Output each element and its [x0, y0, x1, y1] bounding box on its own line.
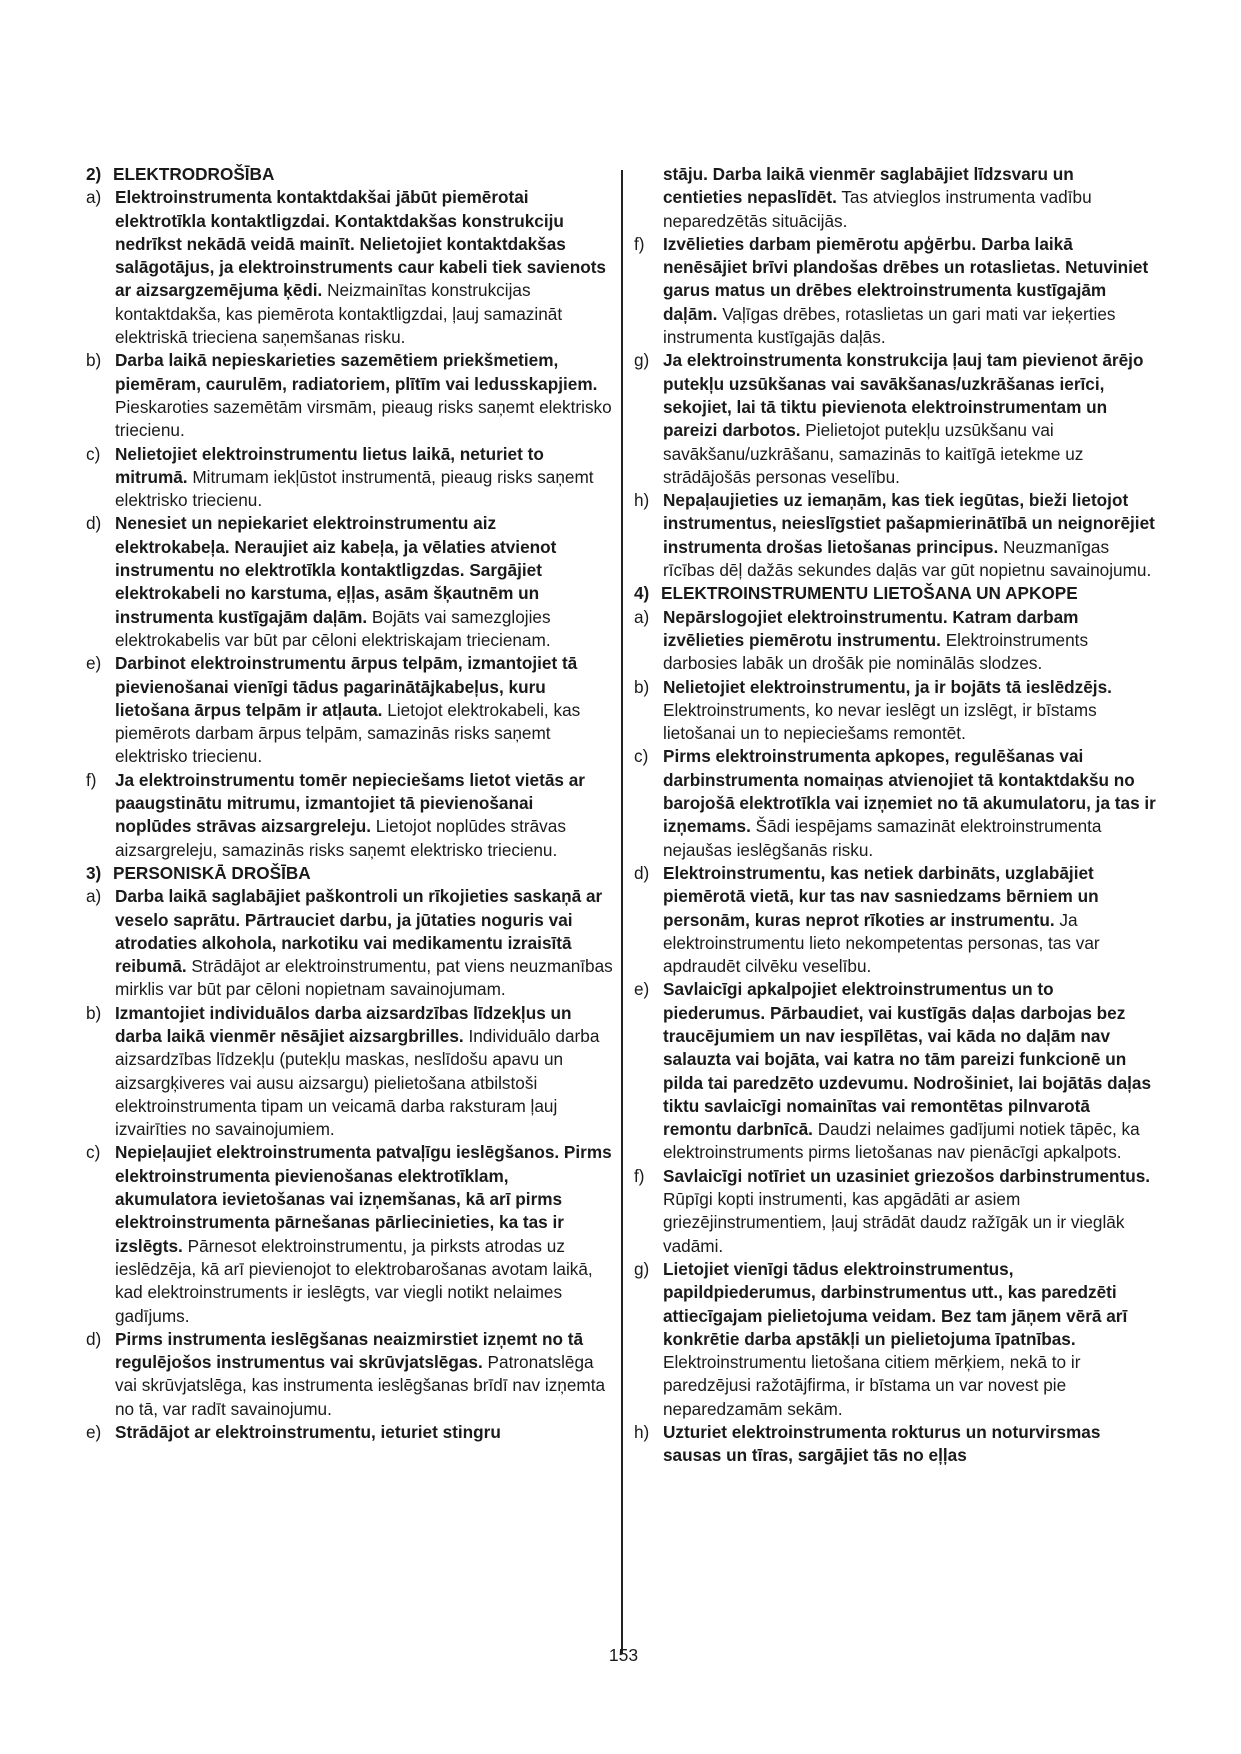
right-column: [634, 163, 1156, 1468]
list-item: g) Ja elektroinstrumenta konstrukcija ļauj tam pievienot ārējo putekļu uzsūkšanas vai savākšanas/uzkrāšanas ierīci, sekojiet, lai tā tiktu pievienota elektroinstrumentam un pareizi darbotos. Pielietojot putekļu uzsūkšanu vai savākšanu/uzkrāšanu, samazinās to kaitīgā ietekme uz strādājošās personas veselību.: [634, 350, 1144, 487]
list-item: a) Nepārslogojiet elektroinstrumentu. Katram darbam izvēlieties piemērotu instrumentu. Elektroinstruments darbosies labāk un drošāk pie nominālās slodzes.: [634, 606, 1089, 674]
list-item: e) Strādājot ar elektroinstrumentu, ieturiet stingru: [86, 1422, 501, 1443]
list-item: c) Nepieļaujiet elektroinstrumenta patvaļīgu ieslēgšanos. Pirms elektroinstrumenta pievienošanas elektrotīklam, akumulatora ievietošanas vai izņemšanas, kā arī pirms elektroinstrumenta pārnešanas pārliecinieties, ka tas ir izslēgts. Pārnesot elektroinstrumentu, ja pirksts atrodas uz ieslēdzēja, kā arī pievienojot to elektrobarošanas avotam laikā, kad elektroinstruments ir ieslēgts, var viegli notikt nelaimes gadījums.: [86, 1142, 612, 1326]
list-item: f) Izvēlieties darbam piemērotu apģērbu. Darba laikā nenēsājiet brīvi plandošas drēbes un rotaslietas. Netuviniet garus matus un drēbes elektroinstrumenta kustīgajām daļām. Vaļīgas drēbes, rotaslietas un gari mati var ieķerties instrumenta kustīgajās daļās.: [634, 233, 1149, 348]
list-item: d) Pirms instrumenta ieslēgšanas neaizmirstiet izņemt no tā regulējošos instrumentus vai skrūvjatslēgas. Patronatslēga vai skrūvjatslēga, kas instrumenta ieslēgšanas brīdī nav izņemta no tā, var radīt savainojumu.: [86, 1328, 606, 1419]
list-item: h) Nepaļaujieties uz iemaņām, kas tiek iegūtas, bieži lietojot instrumentus, neieslīgstiet pašapmierinātībā un neignorējiet instrumenta drošas lietošanas principus. Neuzmanīgas rīcības dēļ dažās sekundes daļās var gūt nopietnu savainojumu.: [634, 490, 1155, 581]
list-item: g) Lietojiet vienīgi tādus elektroinstrumentus, papildpiederumus, darbinstrumentus utt., kas paredzēti attiecīgajam pielietojuma veidam. Bez tam jāņem vērā arī konkrētie darba apstākļi un pielietojuma īpatnības. Elektroinstrumentu lietošana citiem mērķiem, nekā to ir paredzējusi ražotājfirma, ir bīstama un var novest pie neparedzamām sekām.: [634, 1258, 1128, 1419]
list-item: e) Darbinot elektroinstrumentu ārpus telpām, izmantojiet tā pievienošanai vienīgi tādus pagarinātājkabeļus, kuru lietošana ārpus telpām ir atļauta. Lietojot elektrokabeli, kas piemērots darbam ārpus telpām, samazinās risks saņemt elektrisko triecienu.: [86, 653, 581, 767]
page-number: 153: [608, 1645, 639, 1665]
list-item: c) Pirms elektroinstrumenta apkopes, regulēšanas vai darbinstrumenta nomaiņas atvienojiet tā kontaktdakšu no barojošā elektrotīkla vai izņemiet no tā akumulatoru, ja tas ir izņemams. Šādi iespējams samazināt elektroinstrumenta nejaušas ieslēgšanās risku.: [634, 746, 1156, 860]
section-heading-electrical-safety: 2) ELEKTRODROŠĪBA: [86, 164, 275, 184]
list-item: f) Savlaicīgi notīriet un uzasiniet griezošos darbinstrumentus. Rūpīgi kopti instrumenti, kas apgādāti ar asiem griezējinstrumentiem, ļauj strādāt daudz ražīgāk un ir vieglāk vadāmi.: [634, 1165, 1151, 1256]
left-column: [86, 163, 614, 1444]
section-heading-tool-use-and-care: 4) ELEKTROINSTRUMENTU LIETOŠANA UN APKOPE: [634, 583, 1078, 604]
list-item: h) Uzturiet elektroinstrumenta rokturus un noturvirsmas sausas un tīras, sargājiet tās no eļļas: [634, 1422, 1101, 1466]
list-item: e) Savlaicīgi apkalpojiet elektroinstrumentus un to piederumus. Pārbaudiet, vai kustīgās daļas darbojas bez traucējumiem un nav iespīlētas, vai kāda no daļām nav salauzta vai bojāta, vai katra no tām pareizi funkcionē un pilda tai paredzēto uzdevumu. Nodrošiniet, lai bojātās daļas tiktu savlaicīgi nomainītas vai remontētas pilnvarotā remontu darbnīcā. Daudzi nelaimes gadījumi notiek tāpēc, ka elektroinstruments pirms lietošanas nav pienācīgi apkalpots.: [634, 979, 1152, 1163]
list-item: a) Elektroinstrumenta kontaktdakšai jābūt piemērotai elektrotīkla kontaktligzdai. Kontaktdakšas konstrukciju nedrīkst nekādā veidā mainīt. Nelietojiet kontaktdakšas salāgotājus, ja elektroinstruments caur kabeli tiek savienots ar aizsargzemējuma ķēdi. Neizmainītas konstrukcijas kontaktdakša, kas piemērota kontaktligzdai, ļauj samazināt elektriskā trieciena saņemšanas risku.: [86, 187, 606, 348]
list-item: d) Nenesiet un nepiekariet elektroinstrumentu aiz elektrokabeļa. Neraujiet aiz kabeļa, ja vēlaties atvienot instrumentu no elektrotīkla kontaktligzdas. Sargājiet elektrokabeli no karstuma, eļļas, asām šķautnēm un instrumenta kustīgajām daļām. Bojāts vai samezglojies elektrokabelis var būt par cēloni elektriskajam triecienam.: [86, 513, 557, 650]
list-item: a) Darba laikā saglabājiet paškontroli un rīkojieties saskaņā ar veselo saprātu. Pārtrauciet darbu, ja jūtaties noguris vai atrodaties alkohola, narkotiku vai medikamentu izraisītā reibumā. Strādājot ar elektroinstrumentu, pat viens neuzmanības mirklis var būt par cēloni nopietnam savainojumam.: [86, 886, 613, 1000]
list-item: b) Izmantojiet individuālos darba aizsardzības līdzekļus un darba laikā vienmēr nēsājiet aizsargbrilles. Individuālo darba aizsardzības līdzekļu (putekļu maskas, neslīdošu apavu un aizsargķiveres vai ausu aizsargu) pielietošana atbilstoši elektroinstrumenta tipam un veicamā darba raksturam ļauj izvairīties no savainojumiem.: [86, 1002, 600, 1140]
list-item: b) Nelietojiet elektroinstrumentu, ja ir bojāts tā ieslēdzējs. Elektroinstruments, ko nevar ieslēgt un izslēgt, ir bīstams lietošanai un to nepieciešams remontēt.: [634, 676, 1112, 744]
list-item: c) Nelietojiet elektroinstrumentu lietus laikā, neturiet to mitrumā. Mitrumam iekļūstot instrumentā, pieaug risks saņemt elektrisko triecienu.: [86, 443, 594, 511]
list-item: f) Ja elektroinstrumentu tomēr nepieciešams lietot vietās ar paaugstinātu mitrumu, izmantojiet tā pievienošanai noplūdes strāvas aizsargreleju. Lietojot noplūdes strāvas aizsargreleju, samazinās risks saņemt elektrisko triecienu.: [86, 769, 585, 860]
list-item: b) Darba laikā nepieskarieties sazemētiem priekšmetiem, piemēram, caurulēm, radiatoriem, plītīm vai ledusskapjiem. Pieskaroties sazemētām virsmām, pieaug risks saņemt elektrisko triecienu.: [86, 350, 612, 441]
section-heading-personal-safety: 3) PERSONISKĀ DROŠĪBA: [86, 862, 311, 883]
list-item-continuation: stāju. Darba laikā vienmēr saglabājiet līdzsvaru un centieties nepaslīdēt. Tas atvieglos instrumenta vadību neparedzētās situācijās.: [663, 164, 1092, 231]
list-item: d) Elektroinstrumentu, kas netiek darbināts, uzglabājiet piemērotā vietā, kur tas nav sasniedzams bērniem un personām, kuras neprot rīkoties ar instrumentu. Ja elektroinstrumentu lieto nekompetentas personas, tas var apdraudēt cilvēku veselību.: [634, 862, 1100, 977]
column-divider: [621, 170, 623, 1654]
